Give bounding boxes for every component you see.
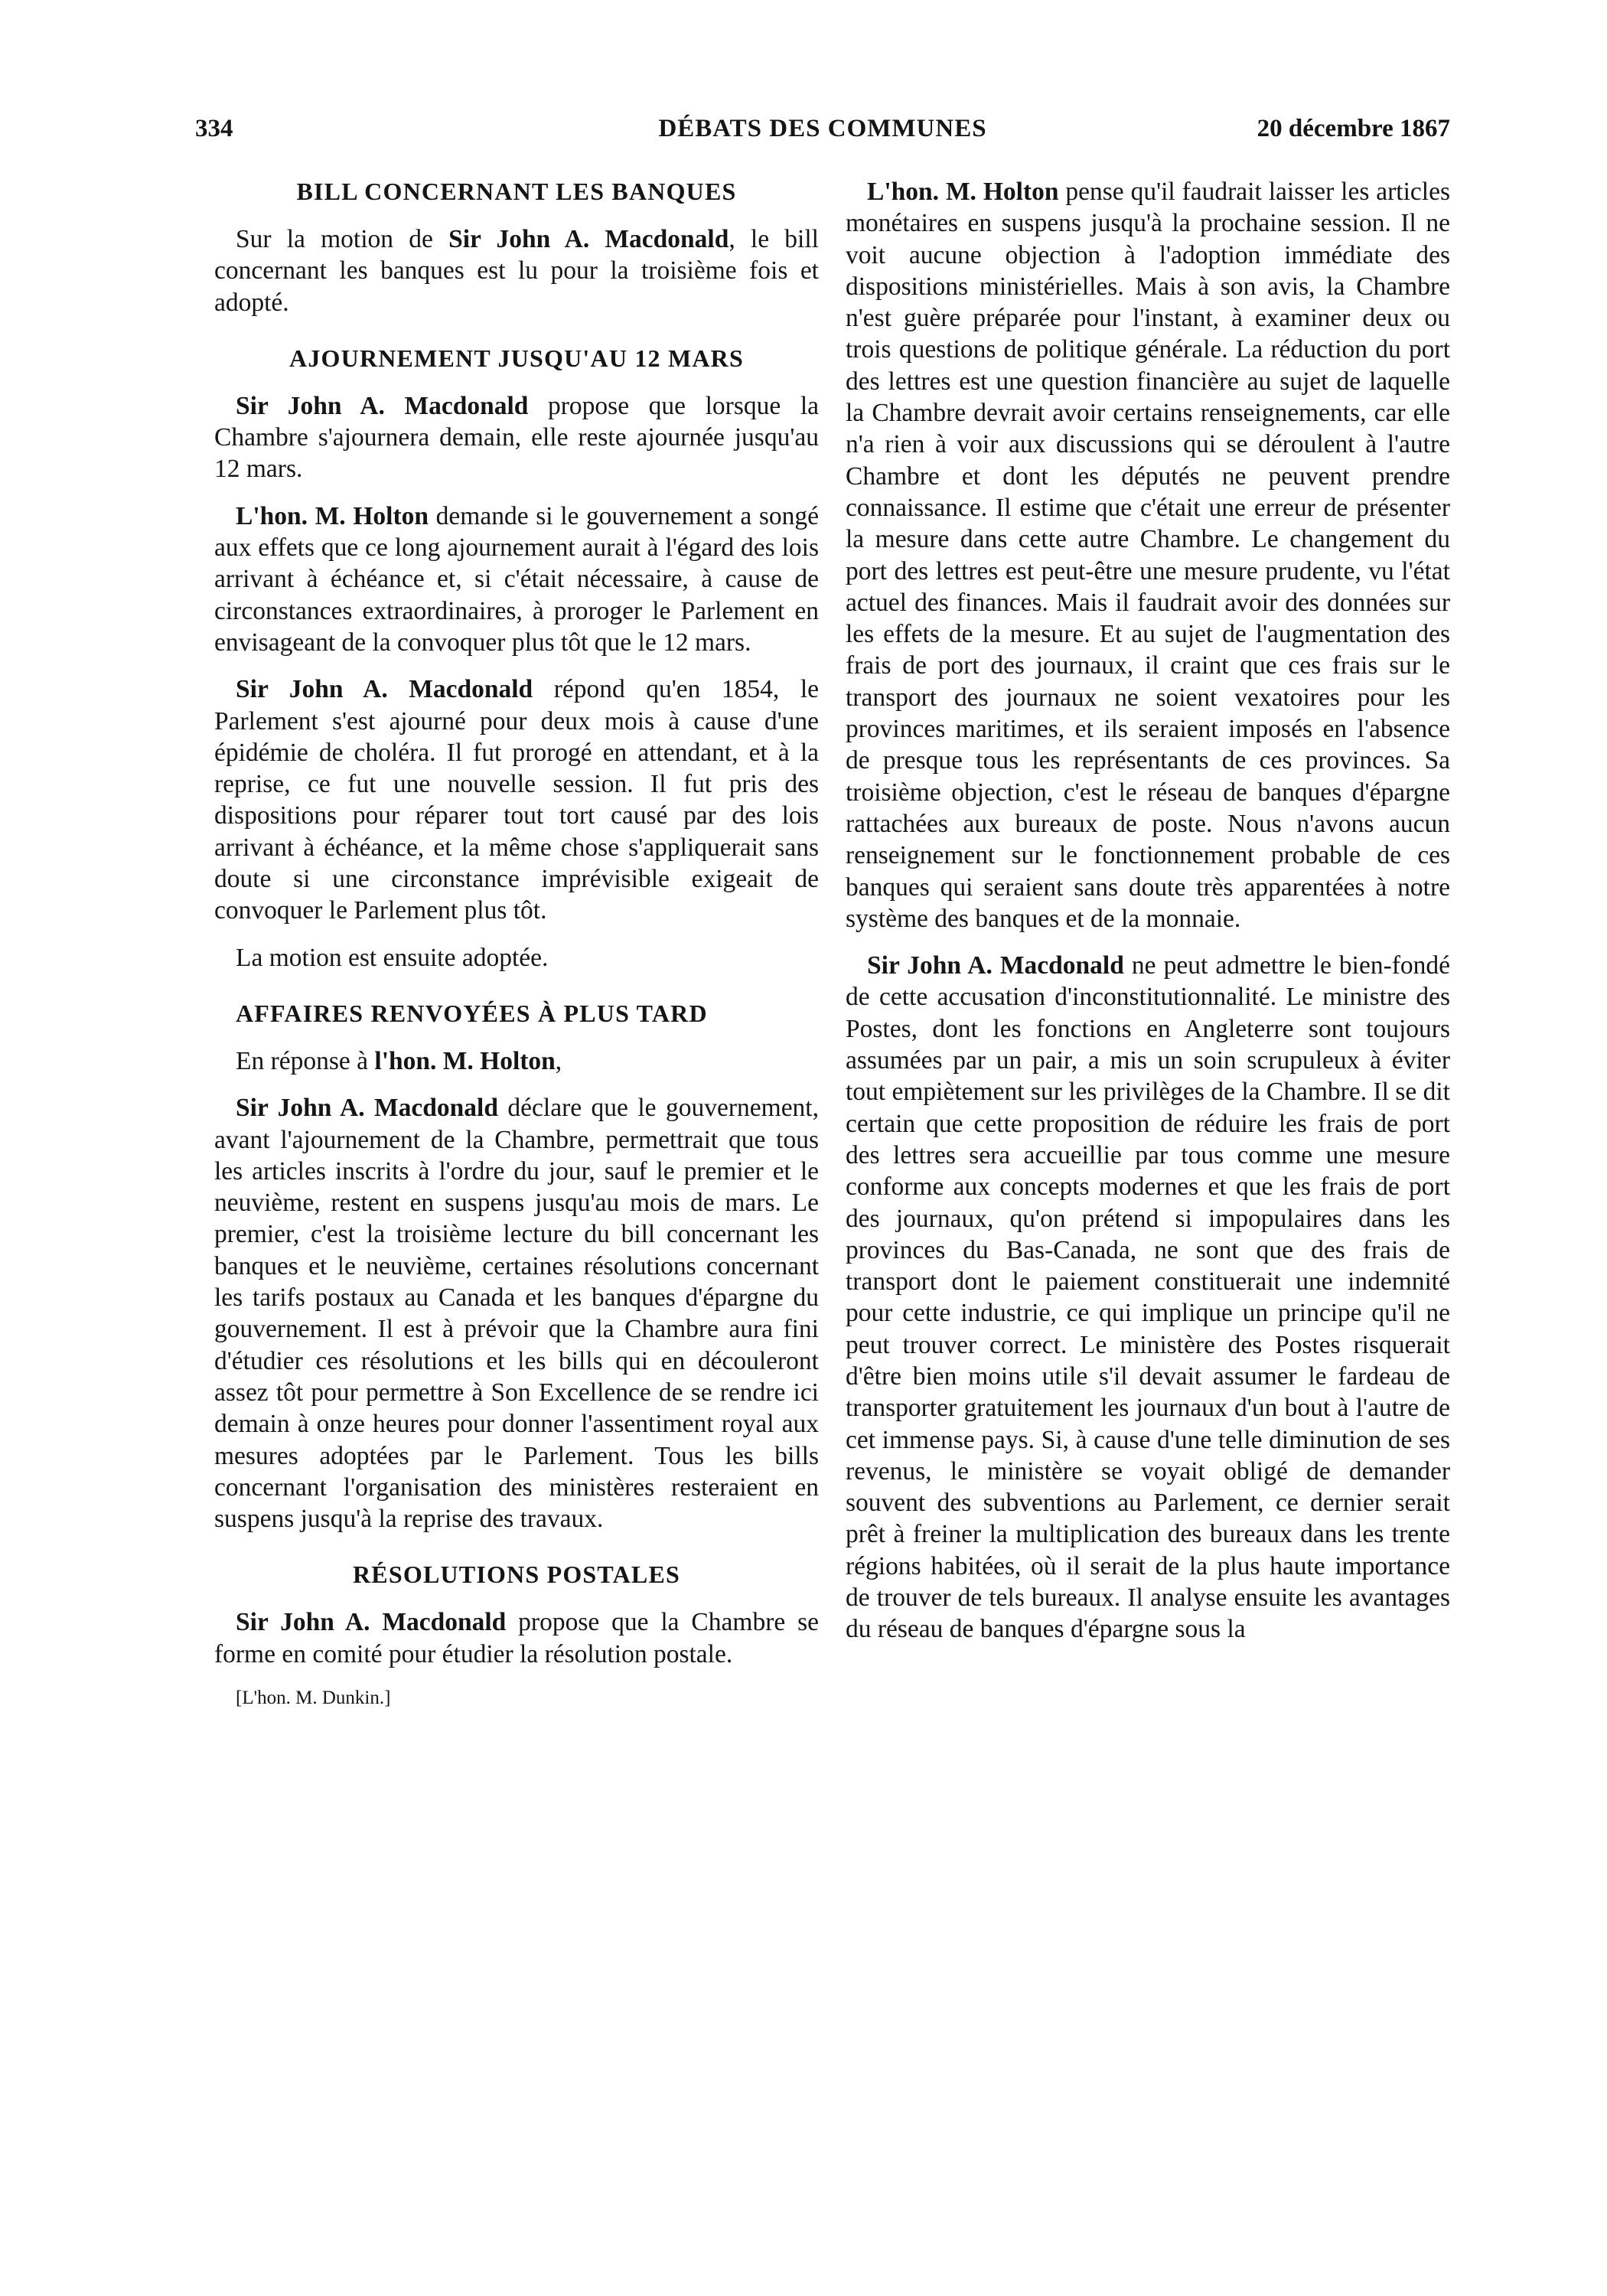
paragraph (214, 1606, 819, 1670)
speaker-name: l'hon. M. Holton (374, 1046, 556, 1075)
paragraph (214, 501, 819, 658)
paragraph-text: demande si le gouvernement a songé aux effets que ce long ajournement aurait à l'égard des lois arrivant à échéance et, si c'était nécessaire, à cause de circonstances extraordinaires, à proroger le Parlement en envisageant de la convoquer plus tôt que le 12 mars. (214, 501, 820, 657)
paragraph-text: , le bill concernant les banques est lu pour la troisième fois et adopté. (214, 225, 819, 317)
paragraph-text: , (555, 1046, 562, 1075)
section-heading: AJOURNEMENT JUSQU'AU 12 MARS (289, 344, 744, 372)
speaker-name: Sir John A. Macdonald (236, 391, 529, 420)
speaker-name: L'hon. M. Holton (867, 178, 1059, 206)
paragraph (214, 673, 819, 926)
paragraph-text: ne peut admettre le bien-fondé de cette accusation d'inconstitutionnalité. Le ministre des Postes, dont les fonctions en Angleterre sont toujours assumées par un pair, a mis un soin scrupuleux à éviter tout empiètement sur les privilèges de la Chambre. Il se dit certain que cette proposition de réduire les frais de port des lettres sera accueillie par tous comme une mesure conforme aux concepts modernes et que les frais de port des journaux, qu'on prétend si impopulaires dans les provinces du Bas-Canada, ne sont que des frais de transport dont le paiement constituerait une indemnité pour cette industrie, ce qui implique un principe qu'il ne peut trouver correct. Le ministère des Postes risquerait d'être bien moins utile s'il devait assumer le fardeau de transporter gratuitement les journaux d'un bout à l'autre de cet immense pays. Si, à cause d'une telle diminution de ses revenus, le ministère se voyait obligé de demander souvent des subventions au Parlement, ce dernier serait prêt à freiner la multiplication des bureaux dans les trente régions habitées, où il serait de la plus haute importance de trouver de tels bureaux. Il analyse ensuite les avantages du réseau de banques d'épargne sous la (846, 951, 1451, 1644)
speaker-name: Sir John A. Macdonald (236, 1094, 498, 1123)
section-heading: RÉSOLUTIONS POSTALES (353, 1561, 680, 1589)
text-run: En réponse à (236, 1046, 375, 1075)
paragraph-text: pense qu'il faudrait laisser les articles monétaires en suspens jusqu'à la prochaine session. Il ne voit aucune objection à l'adoption immédiate des dispositions ministérielles. Mais à son avis, la Chambre n'est guère préparée pour l'instant, à examiner deux ou trois questions de politique générale. La réduction du port des lettres est une question financière au sujet de laquelle la Chambre devrait avoir certains renseignements, car elle n'a rien à voir aux discussions qui se déroulent à l'autre Chambre et dont les députés ne peuvent prendre connaissance. Il estime que c'était une erreur de présenter la mesure dans cette autre Chambre. Le changement du port des lettres est peut-être une mesure prudente, vu l'état actuel des finances. Mais il faudrait avoir des données sur les effets de la mesure. Et au sujet de l'augmentation des frais de port des journaux, il craint que ces frais sur le transport des journaux ne soient vexatoires pour les provinces maritimes, et ils seraient imposés en l'absence de presque tous les représentants de ces provinces. Sa troisième objection, c'est le réseau de banques d'épargne rattachées aux bureaux de poste. Nous n'avons aucun renseignement sur le fonctionnement probable de ces banques qui seraient sans doute très apparentées à notre système des banques et de la monnaie. (846, 178, 1451, 933)
paragraph (214, 390, 819, 485)
running-head (195, 115, 1450, 153)
paragraph (214, 223, 819, 318)
paragraph-text: propose que la Chambre se forme en comité pour étudier la résolution postale. (214, 1608, 820, 1668)
speaker-name: Sir John A. Macdonald (236, 675, 533, 704)
paragraph-text: déclare que le gouvernement, avant l'ajournement de la Chambre, permettrait que tous les articles inscrits à l'ordre du jour, sauf le premier et le neuvième, restent en suspens jusqu'au mois de mars. Le premier, c'est la troisième lecture du bill concernant les banques et le neuvième, certaines résolutions concernant les tarifs postaux au Canada et les banques d'épargne du gouvernement. Il est à prévoir que la Chambre aura fini d'étudier ces résolutions et les bills qui en découleront assez tôt pour permettre à Son Excellence de se rendre ici demain à onze heures pour donner l'assentiment royal aux mesures adoptées par le Parlement. Tous les bills concernant l'organisation des ministères resteraient en suspens jusqu'à la reprise des travaux. (214, 1094, 819, 1534)
text-run: Sur la motion de (236, 225, 449, 253)
right-column (846, 176, 1450, 1661)
page-number: 334 (195, 115, 233, 142)
paragraph-text: propose que lorsque la Chambre s'ajournera demain, elle reste ajournée jusqu'au 12 mars. (214, 391, 819, 484)
paragraph (846, 176, 1450, 934)
paragraph (214, 1092, 819, 1534)
paragraph (214, 1045, 819, 1077)
speaker-name: Sir John A. Macdonald (448, 225, 729, 253)
paragraph (214, 942, 819, 974)
page-date: 20 décembre 1867 (1257, 115, 1450, 142)
paragraph (846, 950, 1450, 1645)
speaker-name: Sir John A. Macdonald (236, 1608, 507, 1637)
publication-title: DÉBATS DES COMMUNES (658, 115, 987, 142)
left-column (214, 176, 819, 1711)
section-heading: AFFAIRES RENVOYÉES À PLUS TARD (236, 999, 708, 1027)
footer-note: [L'hon. M. Dunkin.] (236, 1687, 391, 1708)
speaker-name: L'hon. M. Holton (236, 501, 429, 530)
section-heading: BILL CONCERNANT LES BANQUES (296, 178, 737, 205)
paragraph-text: La motion est ensuite adoptée. (236, 943, 549, 972)
paragraph-text: répond qu'en 1854, le Parlement s'est ajourné pour deux mois à cause d'une épidémie de choléra. Il fut prorogé en attendant, et à la reprise, ce fut une nouvelle session. Il fut pris des dispositions pour réparer tout tort causé par des lois arrivant à échéance, et la même chose s'appliquerait sans doute si une circonstance imprévisible exigeait de convoquer le Parlement plus tôt. (214, 675, 819, 925)
speaker-name: Sir John A. Macdonald (867, 951, 1124, 980)
